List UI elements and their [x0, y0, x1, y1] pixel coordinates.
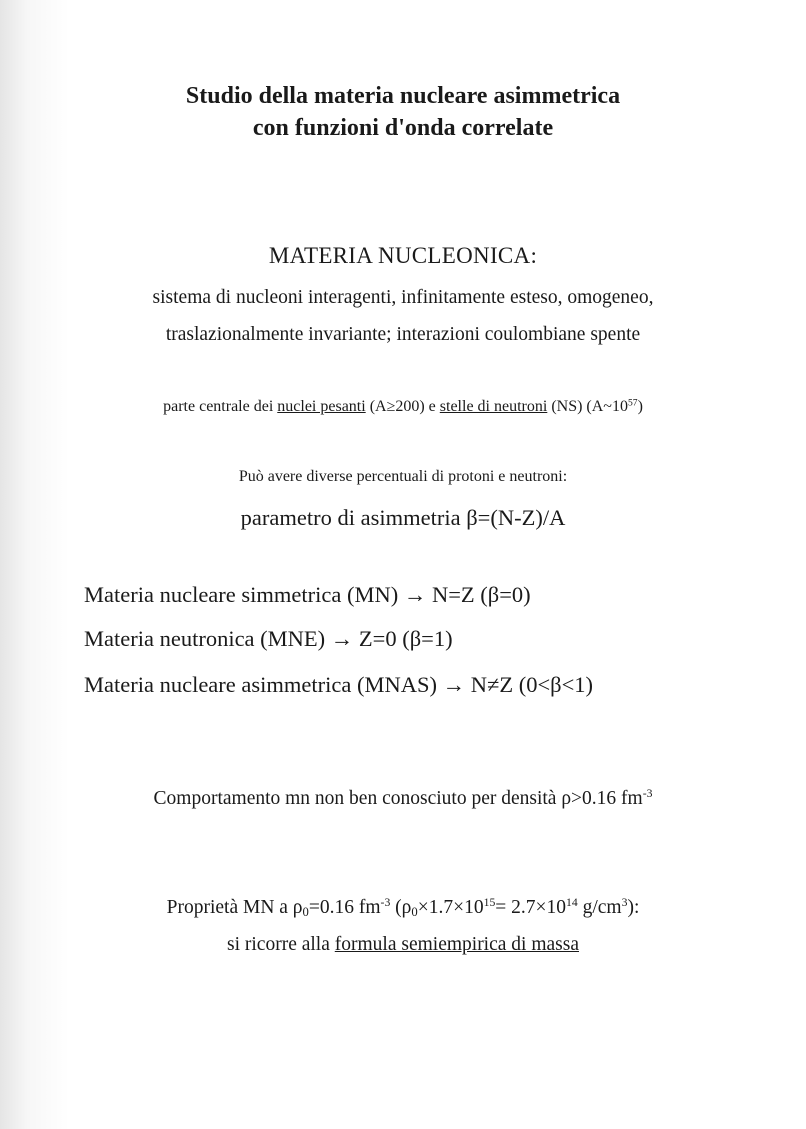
prop-part-b: =0.16 fm — [308, 897, 381, 918]
semiempirical-formula-term: formula semiempirica di massa — [334, 934, 579, 955]
context-prefix: parte centrale dei — [163, 398, 278, 415]
prop-part-e: = 2.7×10 — [495, 897, 567, 918]
heavy-nuclei-term: nuclei pesanti — [277, 398, 366, 415]
prop-part-f: g/cm — [577, 897, 622, 918]
behavior-text: Comportamento mn non ben conosciuto per densità ρ>0.16 fm — [153, 788, 643, 809]
scan-shadow — [0, 0, 70, 1129]
prop-line2-prefix: si ricorre alla — [227, 934, 335, 955]
case-neutronic: Materia neutronica (MNE) → Z=0 (β=1) — [84, 626, 453, 651]
case-asymmetric: Materia nucleare asimmetrica (MNAS) → N≠Z (0<β<1) — [84, 672, 594, 697]
asymmetry-parameter: parametro di asimmetria β=(N-Z)/A — [240, 505, 566, 530]
context-line — [0, 398, 806, 416]
title-line-2: con funzioni d'onda correlate — [252, 115, 554, 141]
percentages-line: Può avere diverse percentuali di protoni e neutroni: — [238, 468, 568, 485]
behavior-line — [0, 788, 806, 810]
section-heading: MATERIA NUCLEONICA: — [268, 243, 538, 268]
properties-line-2 — [0, 934, 806, 956]
title-line-1: Studio della materia nucleare asimmetrica — [185, 83, 621, 109]
prop-part-c: (ρ — [390, 897, 412, 918]
properties-line-1 — [0, 897, 806, 919]
neutron-stars-condition: (NS) (A~10 — [547, 398, 628, 415]
definition-line-1: sistema di nucleoni interagenti, infinitamente esteso, omogeneo, — [152, 287, 654, 308]
prop-part-d: ×1.7×10 — [417, 897, 484, 918]
prop-part-a: Proprietà MN a ρ — [166, 897, 303, 918]
behavior-exponent: -3 — [642, 786, 653, 800]
neutron-stars-term: stelle di neutroni — [439, 398, 548, 415]
case-symmetric: Materia nucleare simmetrica (MN) → N=Z (β=0) — [84, 582, 531, 607]
heavy-nuclei-condition: (A≥200) e — [365, 398, 440, 415]
ns-exponent: 57 — [627, 397, 638, 409]
prop-exp-2: 15 — [483, 895, 496, 909]
prop-exp-1: -3 — [380, 895, 391, 909]
prop-exp-3: 14 — [566, 895, 578, 909]
definition-line-2: traslazionalmente invariante; interazioni coulombiane spente — [165, 324, 641, 345]
prop-exp-4: 3 — [621, 895, 628, 909]
prop-part-g: ): — [627, 897, 640, 918]
context-close: ) — [637, 398, 643, 415]
prop-sub-1: 0 — [411, 905, 418, 920]
prop-sub-0: 0 — [302, 905, 309, 920]
